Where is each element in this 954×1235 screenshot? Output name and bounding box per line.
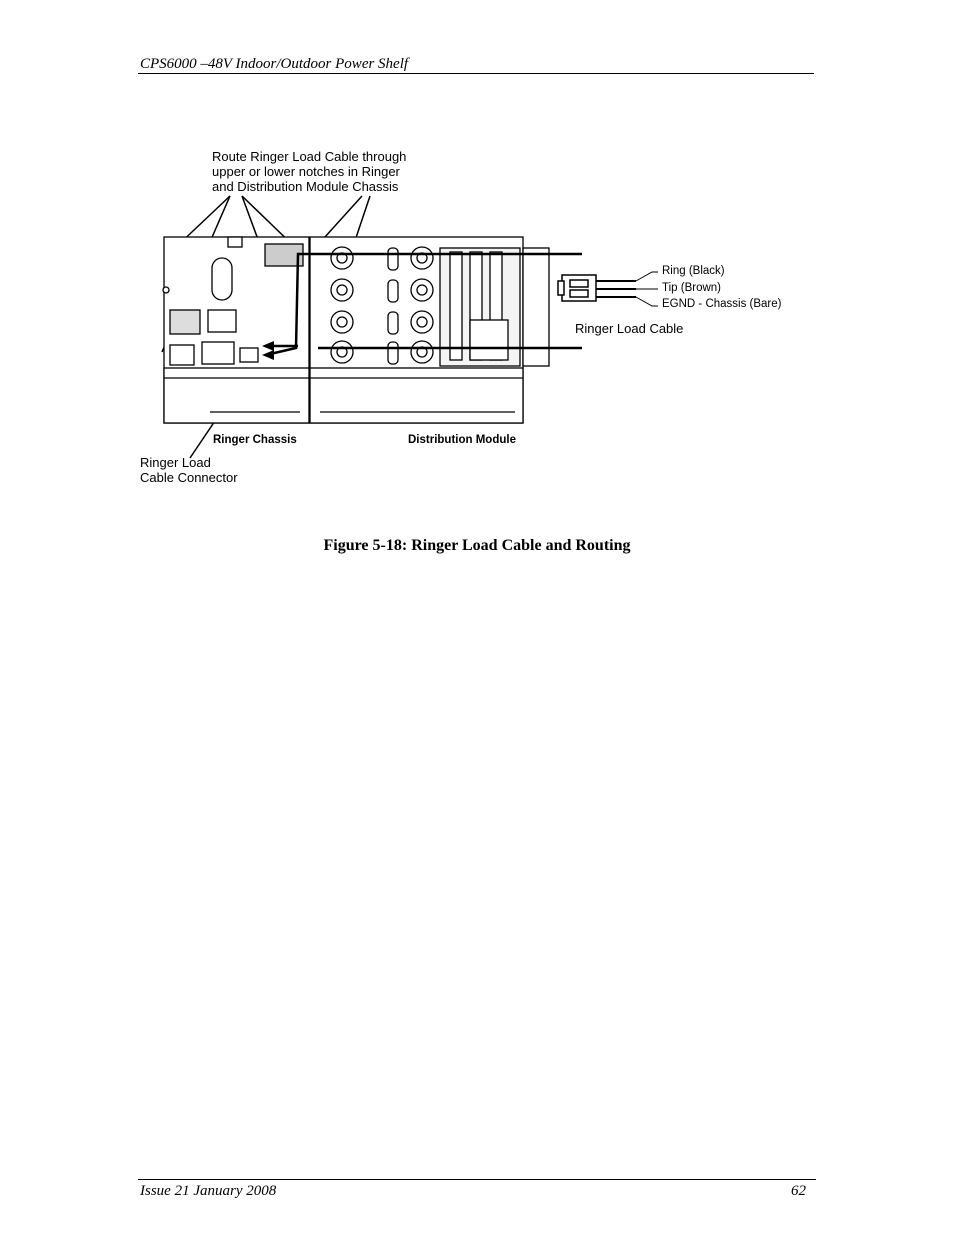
callout-route-line-3: and Distribution Module Chassis bbox=[212, 179, 399, 194]
figure-caption-text: Figure 5-18: Ringer Load Cable and Routing bbox=[323, 537, 631, 554]
cable-label: Ringer Load Cable bbox=[575, 321, 684, 336]
callout-route-line-2: upper or lower notches in Ringer bbox=[212, 164, 400, 179]
figure-ringer-load-cable bbox=[130, 140, 810, 500]
wire-tip-label: Tip (Brown) bbox=[662, 282, 721, 294]
callout-route-line-1: Route Ringer Load Cable through bbox=[212, 149, 407, 164]
connector-label-line-2: Cable Connector bbox=[140, 470, 238, 485]
figure-diagram bbox=[130, 140, 810, 500]
ringer-chassis-drawing bbox=[163, 237, 309, 423]
cable-plug bbox=[558, 275, 596, 301]
footer-page-number: 62 bbox=[791, 1183, 806, 1199]
cable-wires bbox=[596, 272, 658, 306]
wire-ring-label: Ring (Black) bbox=[662, 265, 725, 277]
ringer-chassis-label: Ringer Chassis bbox=[213, 434, 297, 446]
header-rule bbox=[138, 73, 814, 74]
distribution-module-drawing bbox=[310, 237, 549, 423]
distribution-module-label: Distribution Module bbox=[408, 434, 516, 446]
wire-egnd-label: EGND - Chassis (Bare) bbox=[662, 298, 782, 310]
connector-label-line-1: Ringer Load bbox=[140, 455, 211, 470]
figure-caption bbox=[0, 537, 954, 555]
footer-rule bbox=[138, 1179, 816, 1180]
footer-issue: Issue 21 January 2008 bbox=[140, 1183, 277, 1199]
page-header-title: CPS6000 –48V Indoor/Outdoor Power Shelf bbox=[140, 56, 409, 72]
